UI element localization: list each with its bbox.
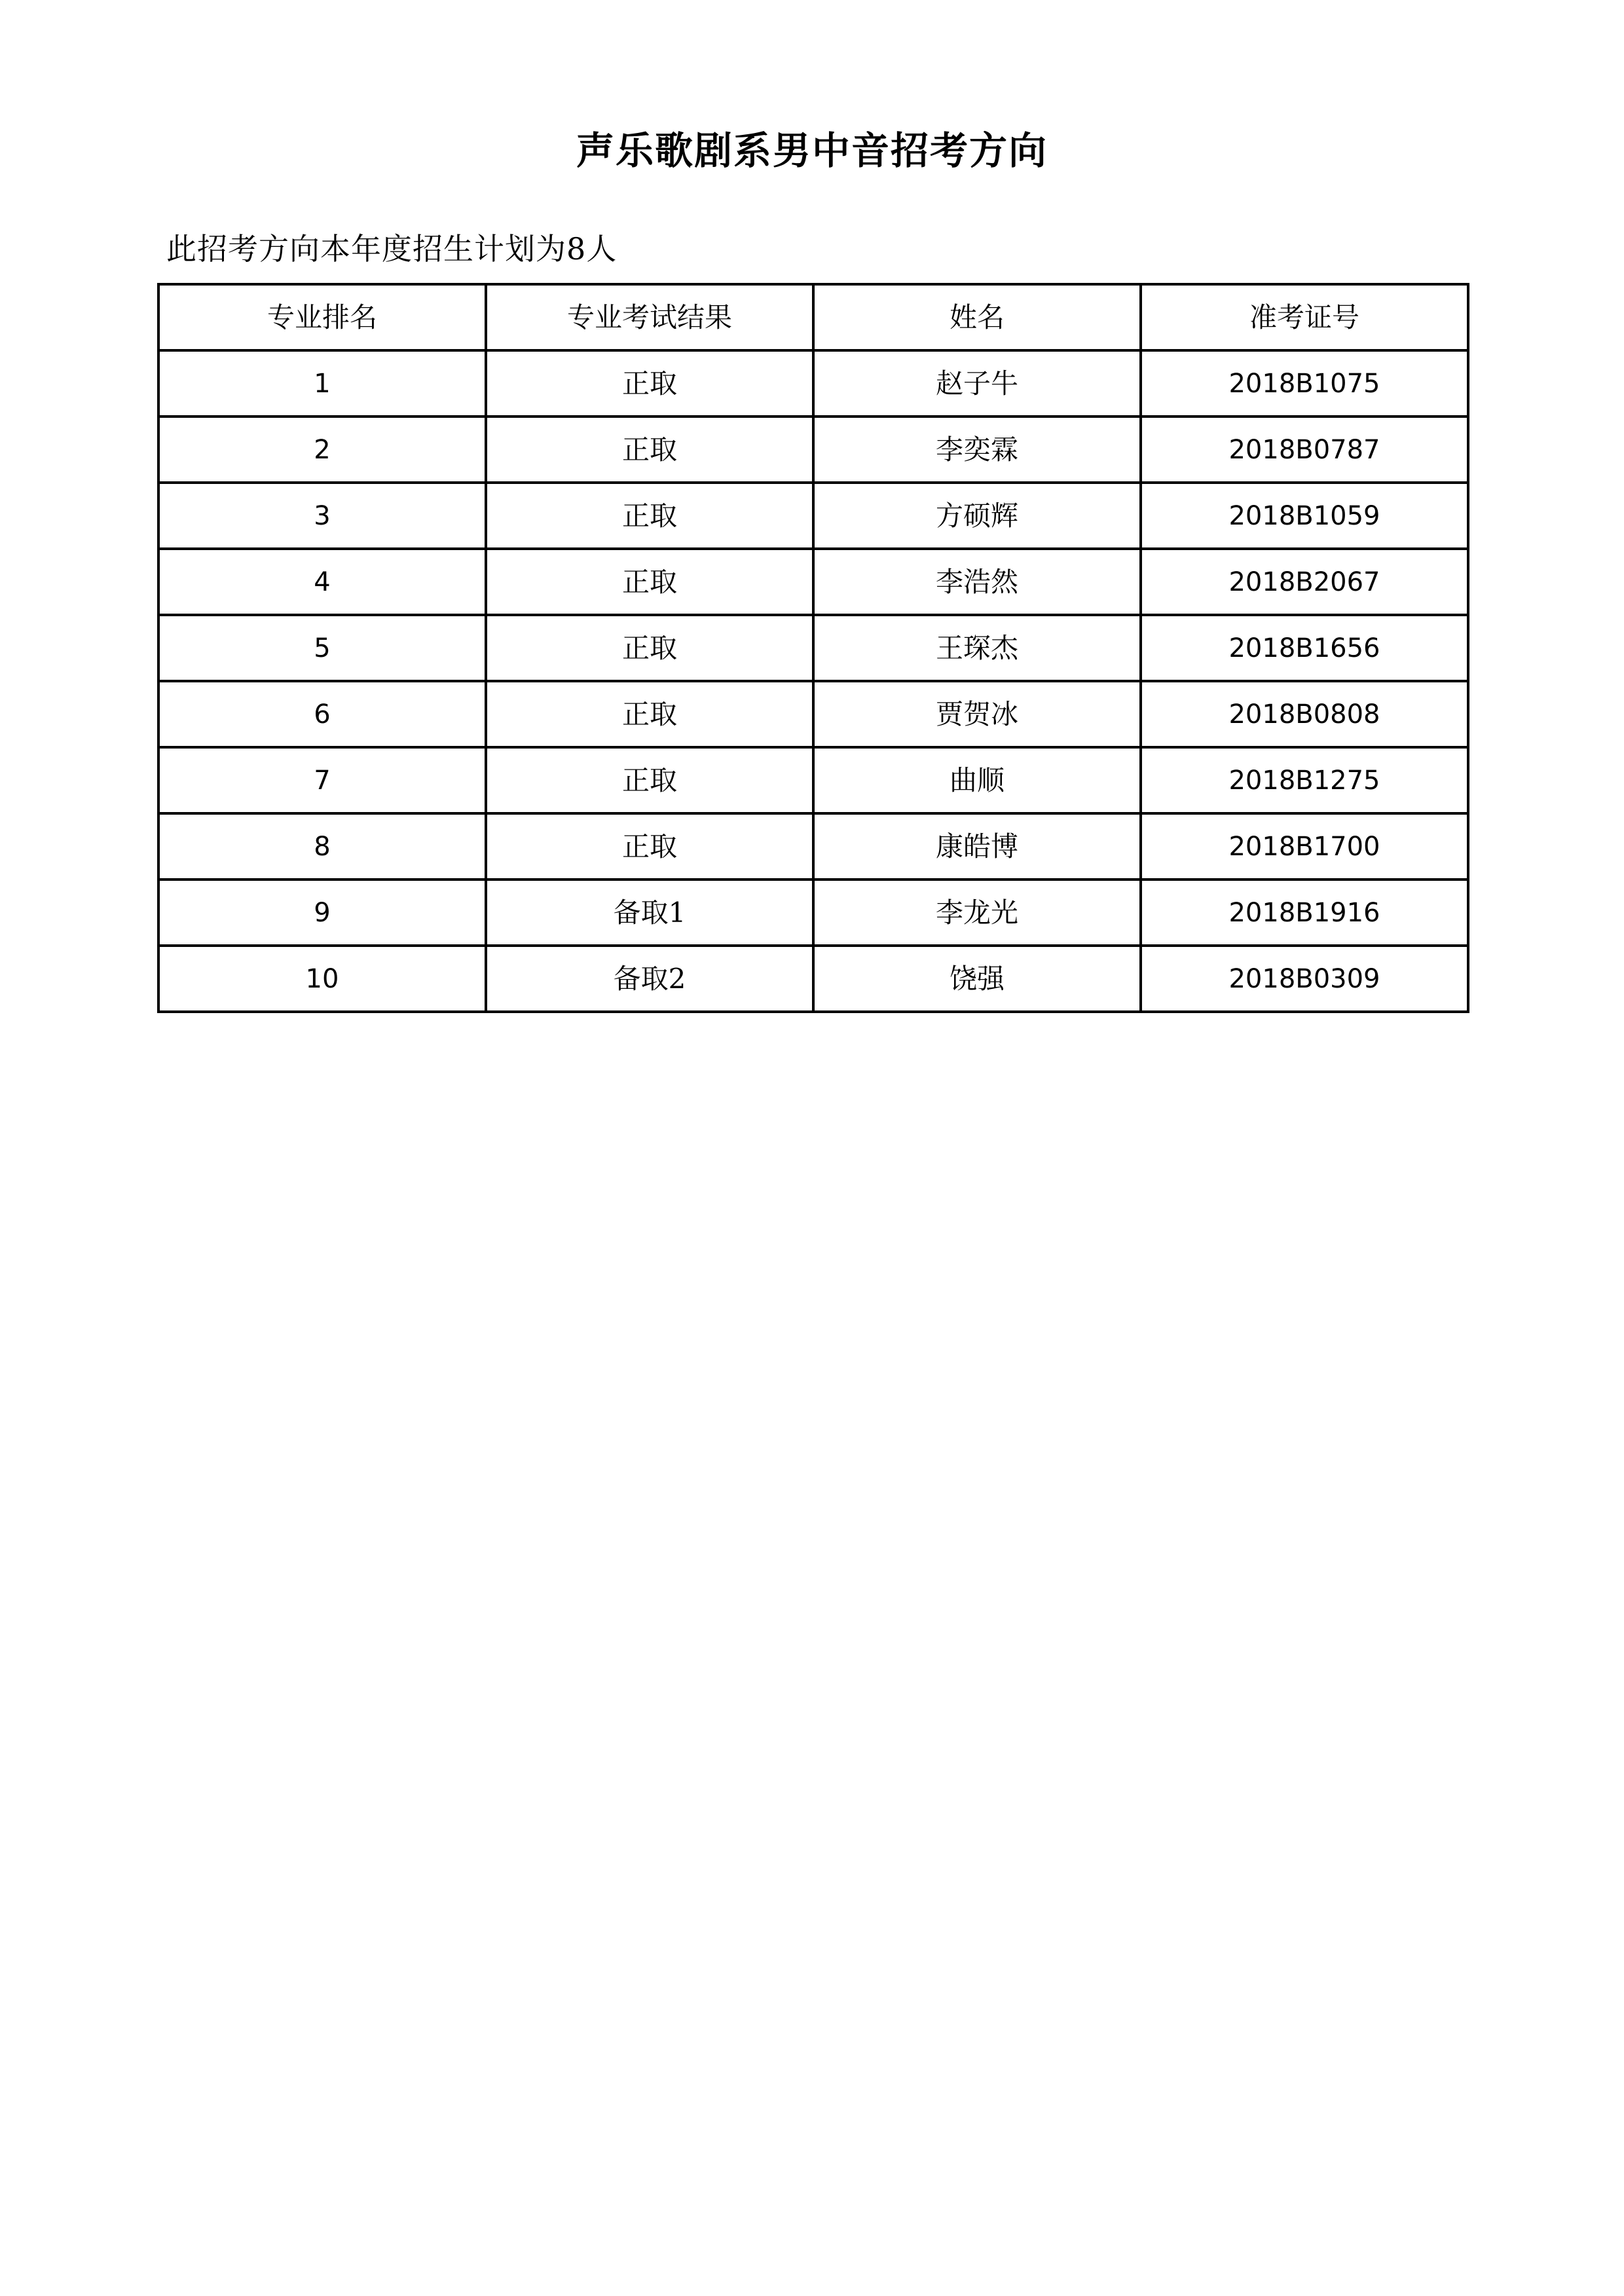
name-cell: 方硕辉 xyxy=(813,483,1141,549)
rank-cell: 4 xyxy=(158,549,486,615)
exam-id-cell: 2018B0808 xyxy=(1141,681,1468,747)
result-cell: 正取 xyxy=(486,747,813,813)
exam-id-cell: 2018B0787 xyxy=(1141,417,1468,483)
exam-id-cell: 2018B1075 xyxy=(1141,350,1468,417)
rank-cell: 8 xyxy=(158,813,486,880)
enrollment-plan-note: 此招考方向本年度招生计划为8人 xyxy=(166,231,618,267)
table-row xyxy=(158,549,1468,615)
page-title: 声乐歌剧系男中音招考方向 xyxy=(576,128,1048,173)
rank-cell: 3 xyxy=(158,483,486,549)
result-cell: 备取2 xyxy=(486,946,813,1012)
rank-cell: 5 xyxy=(158,615,486,681)
header-name: 姓名 xyxy=(813,284,1141,350)
name-cell: 王琛杰 xyxy=(813,615,1141,681)
rank-cell: 2 xyxy=(158,417,486,483)
result-cell: 正取 xyxy=(486,350,813,417)
exam-id-cell: 2018B1916 xyxy=(1141,880,1468,946)
exam-id-cell: 2018B2067 xyxy=(1141,549,1468,615)
name-cell: 李龙光 xyxy=(813,880,1141,946)
header-rank: 专业排名 xyxy=(158,284,486,350)
rank-cell: 9 xyxy=(158,880,486,946)
name-cell: 贾贺冰 xyxy=(813,681,1141,747)
result-cell: 正取 xyxy=(486,813,813,880)
result-cell: 正取 xyxy=(486,615,813,681)
table-row xyxy=(158,747,1468,813)
table-row xyxy=(158,350,1468,417)
table-row xyxy=(158,417,1468,483)
table-row xyxy=(158,946,1468,1012)
table-header-row xyxy=(158,284,1468,350)
name-cell: 李浩然 xyxy=(813,549,1141,615)
result-cell: 正取 xyxy=(486,681,813,747)
table-row xyxy=(158,681,1468,747)
result-cell: 正取 xyxy=(486,549,813,615)
header-exam-id: 准考证号 xyxy=(1141,284,1468,350)
admission-results-table xyxy=(157,283,1469,1013)
table-row xyxy=(158,813,1468,880)
exam-id-cell: 2018B1656 xyxy=(1141,615,1468,681)
name-cell: 曲顺 xyxy=(813,747,1141,813)
result-cell: 备取1 xyxy=(486,880,813,946)
exam-id-cell: 2018B1700 xyxy=(1141,813,1468,880)
table-row xyxy=(158,880,1468,946)
name-cell: 赵子牛 xyxy=(813,350,1141,417)
table-row xyxy=(158,483,1468,549)
name-cell: 康皓博 xyxy=(813,813,1141,880)
name-cell: 李奕霖 xyxy=(813,417,1141,483)
rank-cell: 7 xyxy=(158,747,486,813)
name-cell: 饶强 xyxy=(813,946,1141,1012)
result-cell: 正取 xyxy=(486,483,813,549)
rank-cell: 10 xyxy=(158,946,486,1012)
rank-cell: 6 xyxy=(158,681,486,747)
rank-cell: 1 xyxy=(158,350,486,417)
result-cell: 正取 xyxy=(486,417,813,483)
exam-id-cell: 2018B0309 xyxy=(1141,946,1468,1012)
exam-id-cell: 2018B1059 xyxy=(1141,483,1468,549)
table-row xyxy=(158,615,1468,681)
header-exam-result: 专业考试结果 xyxy=(486,284,813,350)
exam-id-cell: 2018B1275 xyxy=(1141,747,1468,813)
